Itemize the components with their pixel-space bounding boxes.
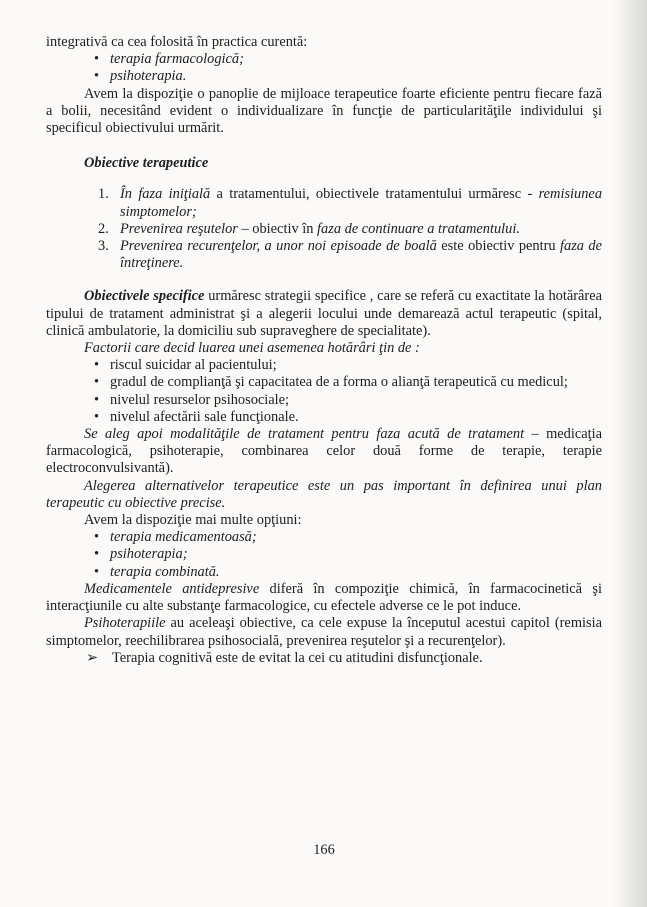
cognitive-therapy-note: ➢ Terapia cognitivă este de evitat la cei cu atitudini disfuncţionale. [86,649,483,666]
bullet-icon: • [94,391,100,408]
page-number: 166 [313,842,335,858]
arrow-bullet-icon: ➢ [86,649,99,666]
list-item: • psihoterapia; [94,546,188,563]
list-item: • riscul suicidar al pacientului; [94,357,277,374]
bullet-icon: • [94,51,100,68]
paragraph-panoply: Avem la dispoziţie o panoplie de mijloace terapeutice foarte eficiente pentru fiecare fază a bolii, necesitând evident o individualizare în funcţie de particularităţile individului şi specificul obiectivului urmărit. [46,85,602,137]
list-item: • nivelul afectării sale funcţionale. [94,408,299,425]
list-item: • psihoterapia. [94,68,187,85]
bullet-icon: • [94,357,100,374]
book-page [46,34,603,858]
paragraph-alternatives: Alegerea alternativelor terapeutice este un pas important în definirea unui plan terapeutic cu obiective precise. [46,477,602,511]
options-list [46,529,602,581]
section-heading: Obiective terapeutice [84,155,209,172]
paragraph-specific-objectives: Obiectivele specifice urmăresc strategii specifice , care se referă cu exactitate la hotărârea tipului de tratament administrat şi a alegerii locului unde demarează actul terapeutic (spital, clinică ambulatorie, la domiciliu sub supraveghere de specialitate). [46,288,602,339]
bullet-icon: • [94,68,100,85]
list-item: 1. În faza iniţială a tratamentului, obiectivele tratamentului urmăresc - remisiunea simptomelor; [98,186,603,220]
list-item: • gradul de complianţă şi capacitatea de a forma o alianţă terapeutică cu medicul; [94,374,568,391]
objectives-list [46,186,602,272]
factors-list [46,357,602,426]
list-item: • terapia farmacologică; [94,51,244,68]
bullet-icon: • [94,374,100,391]
options-intro: Avem la dispoziţie mai multe opţiuni: [84,512,302,529]
paragraph-antidepressants: Medicamentele antidepresive diferă în compoziţie chimică, în farmacocinetică şi interacţiunile cu alte substanţe farmacologice, cu efectele adverse ce le pot induce. [46,580,602,615]
list-item: 3. Prevenirea recurenţelor, a unor noi episoade de boală este obiectiv pentru faza de întreţinere. [98,238,602,272]
factors-intro: Factorii care decid luarea unei asemenea hotărâri ţin de : [84,340,420,357]
paragraph-modalities: Se aleg apoi modalităţile de tratament pentru faza acută de tratament – medicaţia farmacologică, psihoterapie, combinarea celor două forme de terapie, terapie electroconvulsivantă). [46,426,602,477]
bullet-icon: • [94,546,100,563]
paragraph-psychotherapies: Psihoterapiile au aceleaşi obiective, ca cele expuse la începutul acestui capitol (remisia simptomelor, reechilibrarea psihosocială, prevenirea reşutelor şi a recurenţelor). [46,615,602,649]
bullet-icon: • [94,529,100,546]
page-edge-shadow [613,0,647,907]
list-item: • terapia medicamentoasă; [94,529,257,546]
bullet-icon: • [94,408,100,425]
intro-line: integrativă ca cea folosită în practica curentă: [46,34,308,50]
bullet-icon: • [94,563,100,580]
list-item: 2. Prevenirea reşutelor – obiectiv în faza de continuare a tratamentului. [98,220,520,237]
intro-bullet-list [46,51,602,85]
list-item: • nivelul resurselor psihosociale; [94,391,290,408]
list-item: • terapia combinată. [94,563,220,580]
